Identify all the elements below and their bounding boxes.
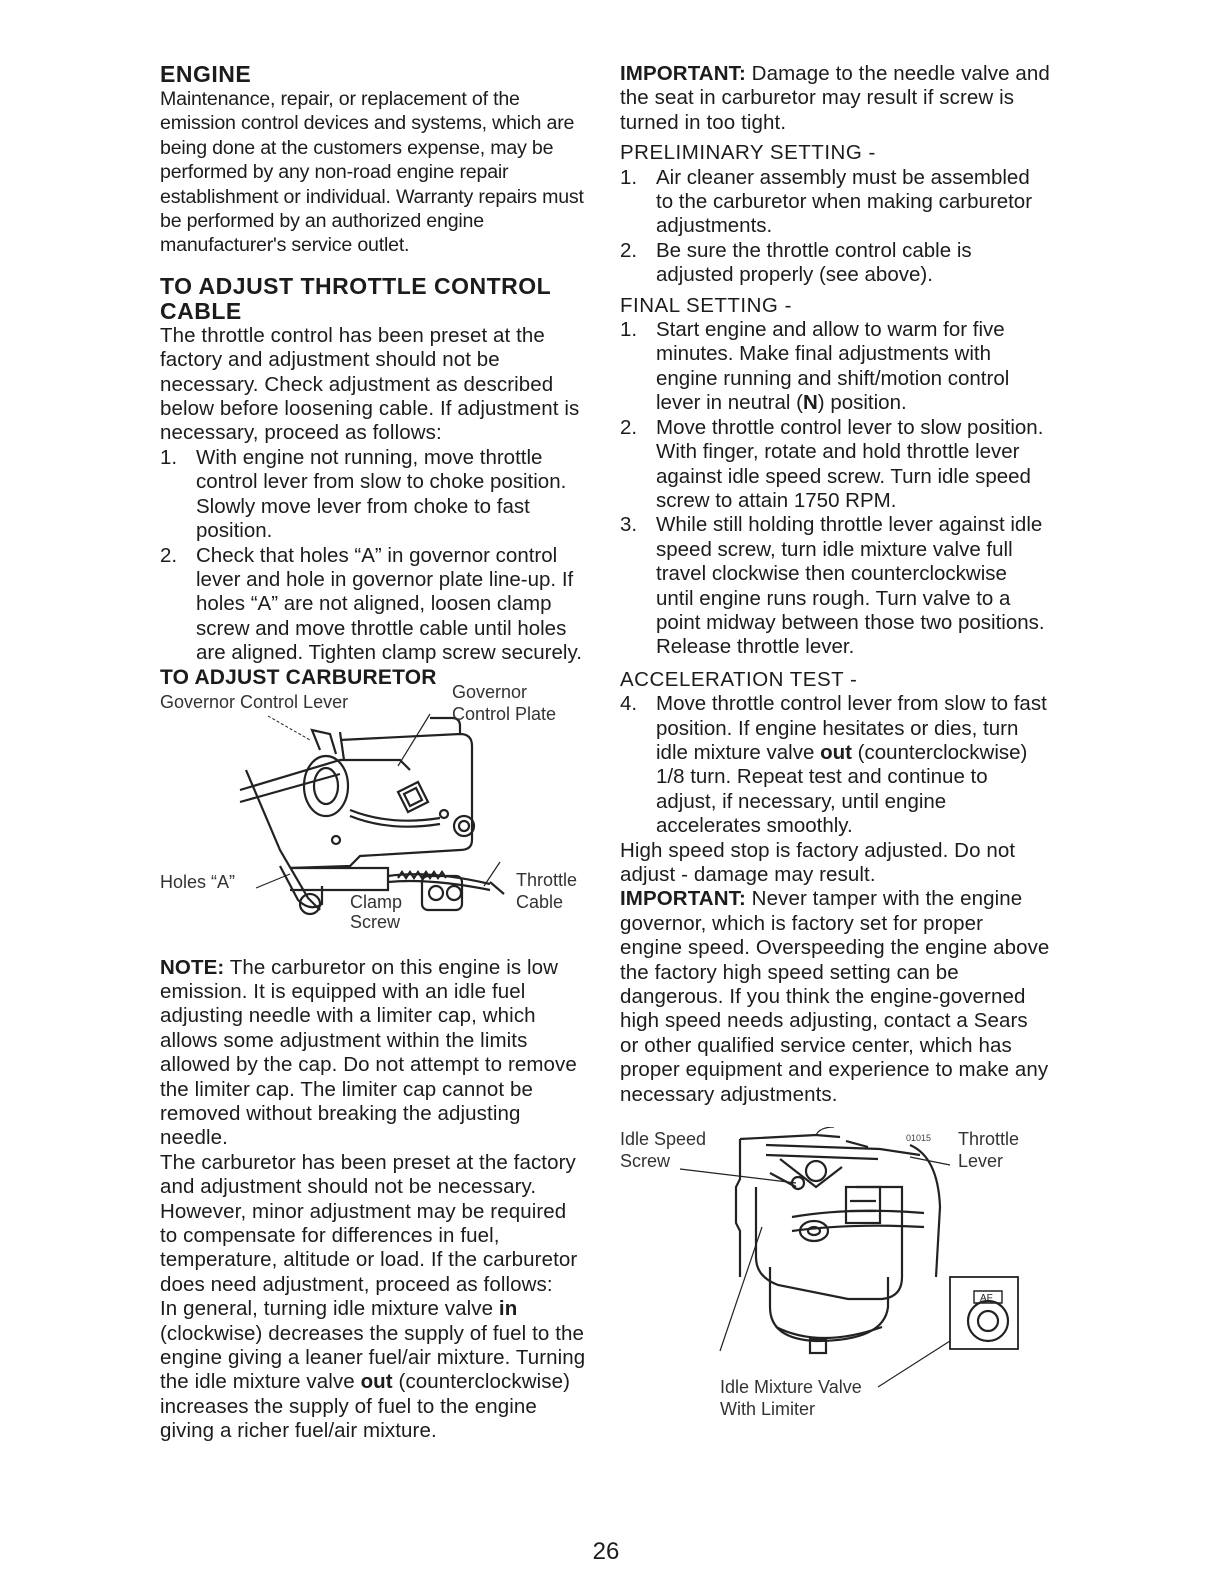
general-paragraph: In general, turning idle mixture valve in (clockwise) decreases the supply of fuel to the engine giving a leaner fuel/air mixture. Turning the idle mixture valve out (counterclockwise) increases the supply of fuel to the engine giving a richer fuel/air mixture. xyxy=(160,1297,586,1443)
figure-code: 01015 xyxy=(906,1133,932,1144)
label-throttle-cable-line1: Throttle xyxy=(516,869,578,890)
acceleration-test-heading: ACCELERATION TEST - xyxy=(620,667,858,691)
page-number: 26 xyxy=(592,1538,620,1565)
left-column xyxy=(160,62,588,1444)
label-idle-speed-screw-line2: Screw xyxy=(620,1151,671,1172)
engine-heading: ENGINE xyxy=(160,61,252,87)
list-item: 1. With engine not running, move throttle control lever from slow to choke position. Slowly move lever from choke to fast position. xyxy=(160,445,567,543)
label-governor-plate-line1: Governor xyxy=(452,681,528,702)
engine-paragraph: Maintenance, repair, or replacement of the emission control devices and systems, which are being done at the customers expense, may be performed by any non-road engine repair establishment or individual. Warranty repairs must be performed by an authorized engine manufacturer's service outlet. xyxy=(160,88,584,257)
label-governor-plate-line2: Control Plate xyxy=(452,703,557,724)
carb-preset-paragraph: The carburetor has been preset at the factory and adjustment should not be necessary. However, minor adjustment may be required to compensate for differences in fuel, temperature, altitude or load. If the carburetor does need adjustment, proceed as follows: xyxy=(160,1150,578,1296)
note-label: NOTE: xyxy=(160,955,225,979)
acceleration-steps-list xyxy=(620,692,1050,838)
important-needle-paragraph: IMPORTANT: Damage to the needle valve and the seat in carburetor may result if screw is turned in too tight. xyxy=(620,62,1050,134)
right-column xyxy=(620,62,1050,1420)
label-throttle-cable-line2: Cable xyxy=(516,891,564,912)
carburetor-figure xyxy=(620,1127,1050,1420)
list-item: 2. Check that holes “A” in governor control lever and hole in governor plate line-up. If holes “A” are not aligned, loosen clamp screw and move throttle cable until holes are aligned. Tighten clamp screw securely. xyxy=(160,543,582,665)
throttle-cable-heading: TO ADJUST THROTTLE CONTROL CABLE xyxy=(160,272,551,324)
list-item: 3. While still holding throttle lever against idle speed screw, turn idle mixture valve full travel clockwise then counterclockwise until engine runs rough. Turn valve to a point midway between those two positions. Release throttle lever. xyxy=(620,513,1045,659)
final-steps-list xyxy=(620,318,1050,660)
preliminary-steps-list xyxy=(620,166,1050,288)
preliminary-heading: PRELIMINARY SETTING - xyxy=(620,141,876,165)
list-item: 2. Move throttle control lever to slow position. With finger, rotate and hold throttle lever against idle speed screw. Turn idle speed screw to attain 1750 RPM. xyxy=(620,415,1044,512)
high-speed-paragraph: High speed stop is factory adjusted. Do not adjust - damage may result. xyxy=(620,838,1016,886)
label-clamp-line1: Clamp xyxy=(350,891,403,912)
carburetor-heading: TO ADJUST CARBURETOR xyxy=(160,665,437,689)
throttle-intro-paragraph: The throttle control has been preset at the factory and adjustment should not be necessary. Check adjustment as described below before loosening cable. If adjustment is necessary, proceed as follows: xyxy=(160,323,580,445)
list-item: 4. Move throttle control lever from slow to fast position. If engine hesitates or dies, turn idle mixture valve out (counterclockwise) 1/8 turn. Repeat test and continue to adjust, if necessary, until engine accelerates smoothly. xyxy=(620,692,1047,838)
list-item: 2. Be sure the throttle control cable is adjusted properly (see above). xyxy=(620,238,972,287)
label-holes-a: Holes “A” xyxy=(160,871,236,892)
important-governor-paragraph: IMPORTANT: Never tamper with the engine governor, which is factory set for proper engine speed. Overspeeding the engine above the factory high speed setting can be dangerous. If you think the engine-governed high speed needs adjusting, contact a Sears or other qualified service center, which has proper equipment and experience to make any necessary adjustments. xyxy=(620,887,1050,1106)
list-item: 1. Air cleaner assembly must be assembled to the carburetor when making carburetor adjustments. xyxy=(620,165,1033,238)
label-idle-mixture-line1: Idle Mixture Valve xyxy=(720,1377,862,1398)
limiter-mark: AF xyxy=(980,1293,993,1305)
label-throttle-lever-line2: Lever xyxy=(958,1151,1004,1172)
label-idle-mixture-line2: With Limiter xyxy=(720,1399,816,1420)
list-item: 1. Start engine and allow to warm for five minutes. Make final adjustments with engine running and shift/motion control lever in neutral (N) position. xyxy=(620,318,1010,415)
final-setting-heading: FINAL SETTING - xyxy=(620,293,792,317)
throttle-steps-list xyxy=(160,446,588,666)
label-clamp-line2: Screw xyxy=(350,911,401,932)
label-idle-speed-screw-line1: Idle Speed xyxy=(620,1129,707,1150)
label-throttle-lever-line1: Throttle xyxy=(958,1129,1020,1150)
governor-figure xyxy=(160,681,588,950)
label-governor-lever: Governor Control Lever xyxy=(160,691,349,712)
note-paragraph: NOTE: The carburetor on this engine is low emission. It is equipped with an idle fuel adjusting needle with a limiter cap, which allows some adjustment within the limits allowed by the cap. Do not attempt to remove the limiter cap. The limiter cap cannot be removed without breaking the adjusting needle. xyxy=(160,955,577,1150)
